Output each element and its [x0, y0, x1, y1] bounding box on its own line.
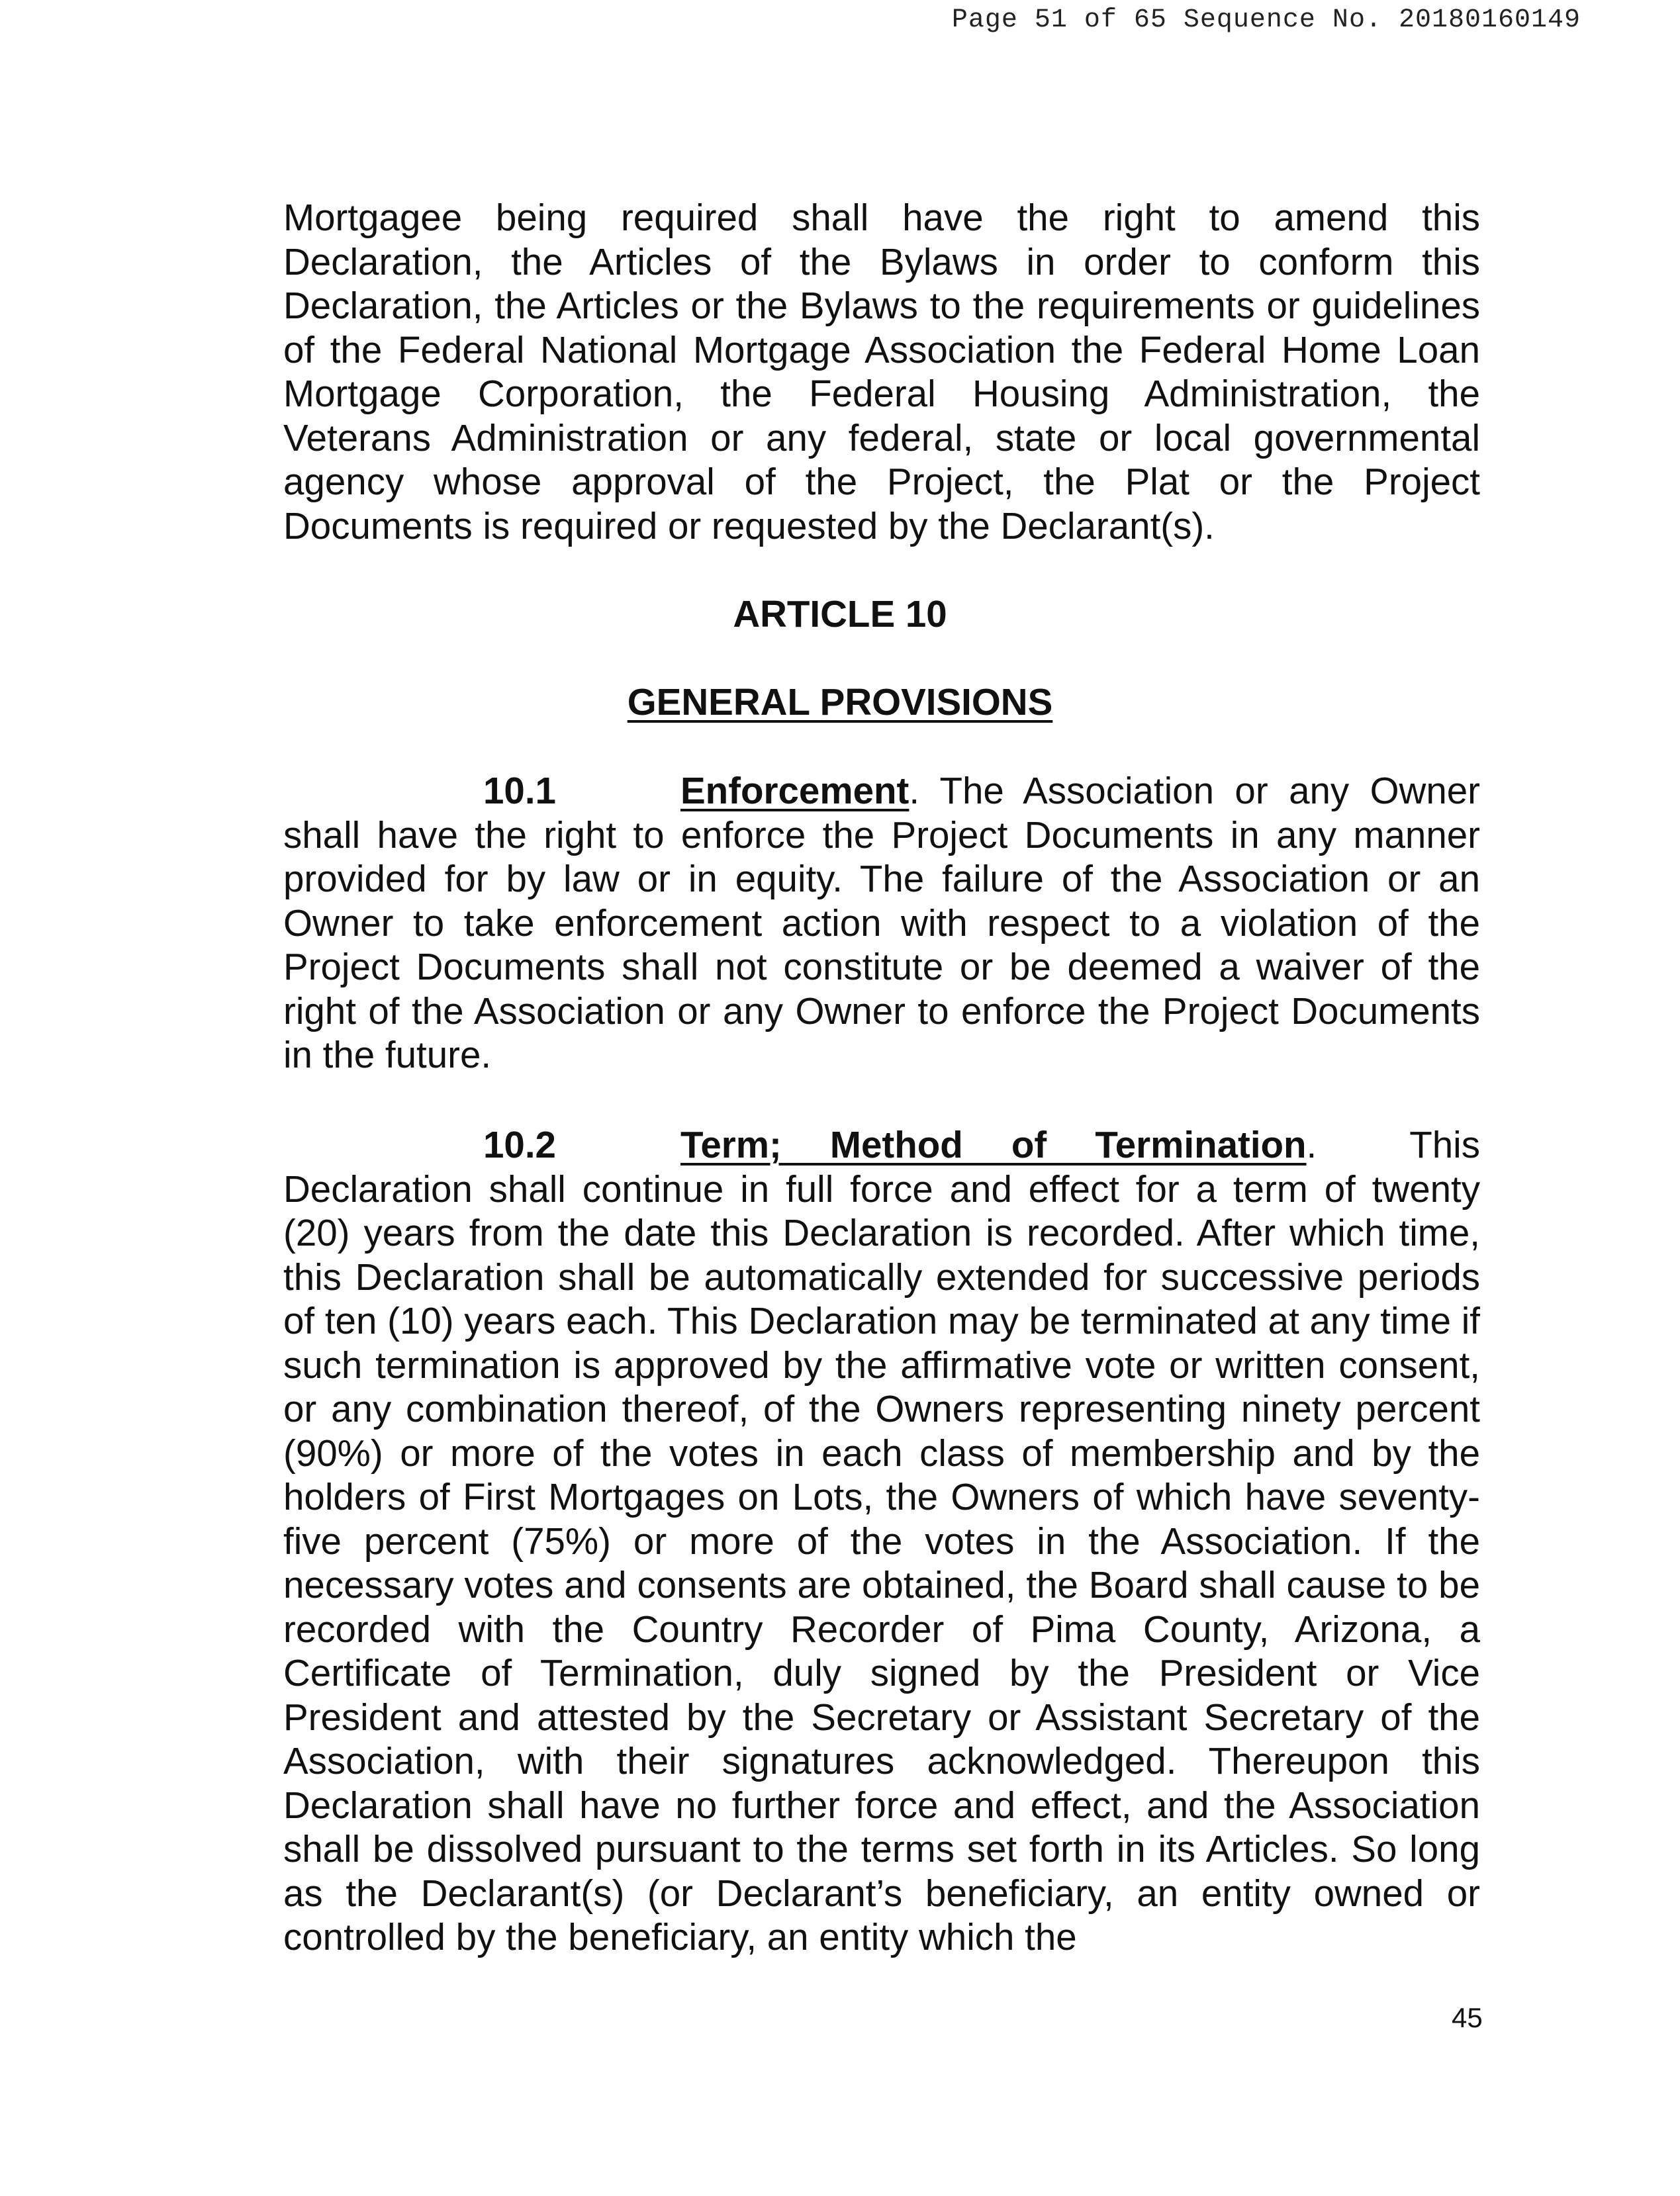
section-body: . The Association or any Owner shall have the right to enforce the Project Documents in any manner provided for by law or in equity. The failure of the Association or an Owner to take enforcement action with respect to a violation of the Project Documents shall not constitute or be deemed a waiver of the right of the Association or any Owner to enforce the Project Documents in the future. [283, 770, 1480, 1075]
section-number: 10.1 [483, 770, 556, 811]
sequence-stamp: Page 51 of 65 Sequence No. 20180160149 [951, 5, 1581, 35]
section-body: Declaration shall continue in full force and effect for a term of twenty (20) years from the date this Declaration is recorded. After which time, this Declaration shall be automatically extended for successive periods of ten (10) years each. This Declaration may be terminated at any time if such termination is approved by the affirmative vote or written consent, or any combination thereof, of the Owners representing ninety percent (90%) or more of the votes in each class of membership and by the holders of First Mortgages on Lots, the Owners of which have seventy-five percent (75%) or more of the votes in the Association. If the necessary votes and consents are obtained, the Board shall cause to be recorded with the Country Recorder of Pima County, Arizona, a Certificate of Termination, duly signed by the President or Vice President and attested by the Secretary or Assistant Secretary of the Association, with their signatures acknowledged. Thereupon this Declaration shall have no further force and effect, and the Association shall be dissolved pursuant to the terms set forth in its Articles. So long as the Declarant(s) (or Declarant’s beneficiary, an entity owned or controlled by the beneficiary, an entity which the [283, 1167, 1480, 1958]
article-title: GENERAL PROVISIONS [627, 681, 1053, 723]
intro-paragraph: Mortgagee being required shall have the right to amend this Declaration, the Articles of the Bylaws in order to conform this Declaration, the Articles or the Bylaws to the requirements or guidelines of the Federal National Mortgage Association the Federal Home Loan Mortgage Corporation, the Federal Housing Administration, the Veterans Administration or any federal, state or local governmental agency whose approval of the Project, the Plat or the Project Documents is required or requested by the Declarant(s). [283, 197, 1480, 547]
page-number: 45 [1452, 2002, 1483, 2033]
section-lead-word: This [1409, 1124, 1480, 1166]
section-10-1 [283, 769, 1480, 1077]
section-title: Term; Method of Termination [680, 1124, 1307, 1166]
section-10-2: 10.2 Term; Method of Termination. This Declaration shall continue in full force and effect for a term of twenty (20) years from the date this Declaration is recorded. After which time, this Declaration shall be automatically extended for successive periods of ten (10) years each. This Declaration may be terminated at any time if such termination is approved by the affirmative vote or written consent, or any combination thereof, of the Owners representing ninety percent (90%) or more of the votes in each class of membership and by the holders of First Mortgages on Lots, the Owners of which have seventy-five percent (75%) or more of the votes in the Association. If the necessary votes and consents are obtained, the Board shall cause to be recorded with the Country Recorder of Pima County, Arizona, a Certificate of Termination, duly signed by the President or Vice President and attested by the Secretary or Assistant Secretary of the Association, with their signatures acknowledged. Thereupon this Declaration shall have no further force and effect, and the Association shall be dissolved pursuant to the terms set forth in its Articles. So long as the Declarant(s) (or Declarant’s beneficiary, an entity owned or controlled by the beneficiary, an entity which the [283, 1124, 1480, 1958]
section-number: 10.2 [483, 1124, 556, 1166]
section-title: Enforcement [680, 770, 910, 811]
article-heading: ARTICLE 10 [733, 593, 947, 635]
